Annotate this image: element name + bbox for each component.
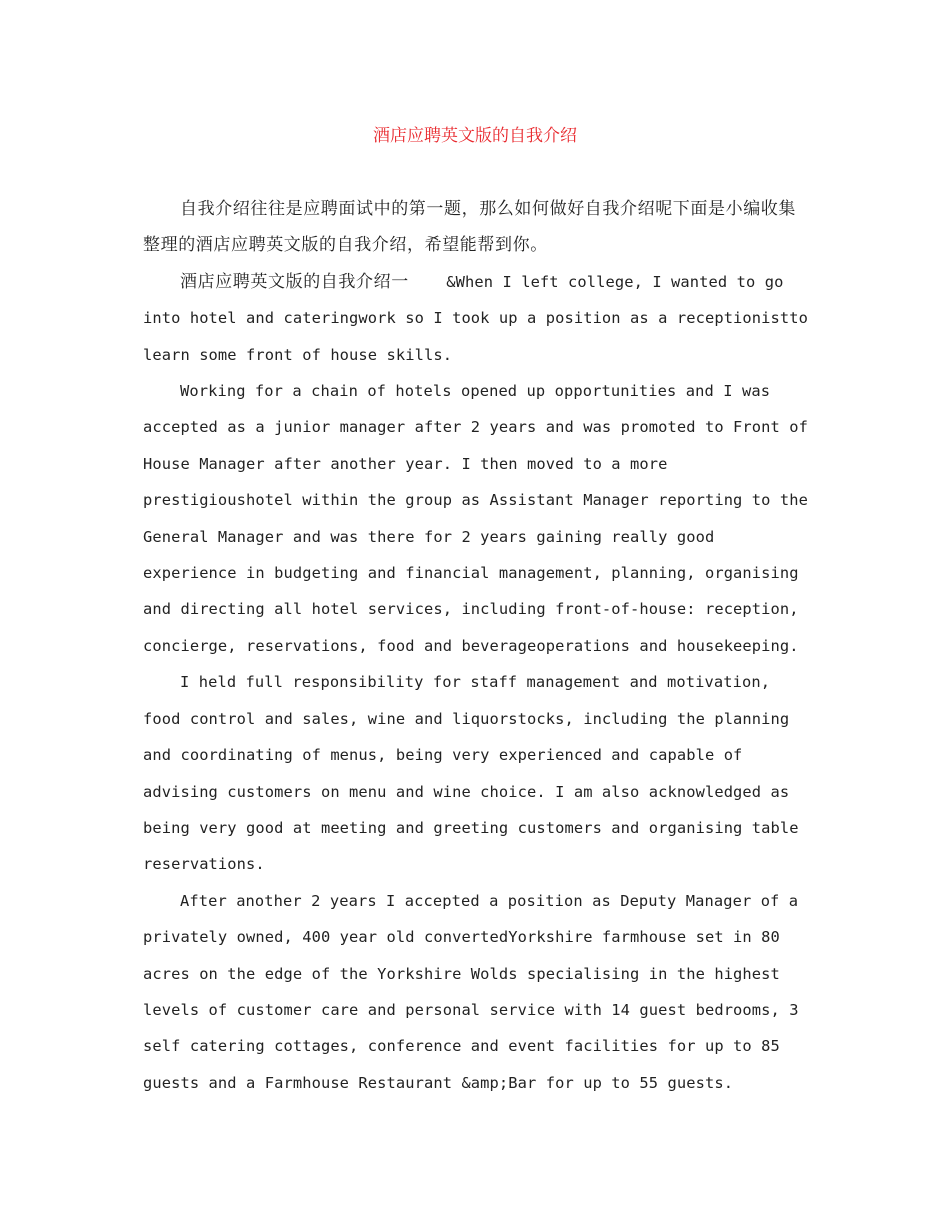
paragraph-intro [143, 191, 811, 264]
paragraph-1 [143, 264, 818, 373]
paragraph-1-zh: 酒店应聘英文版的自我介绍一 [180, 271, 409, 292]
paragraph-intro-zh: 自我介绍往往是应聘面试中的第一题，那么如何做好自我介绍呢下面是小编收集整理的酒店应聘英文版的自我介绍，希望能帮到你。 [143, 199, 796, 256]
document-body [143, 191, 818, 1101]
paragraph-3-en: I held full responsibility for staff management and motivation, food control and sales, wine and liquorstocks, including the planning and coordinating of menus, being very experienced and capable of advising customers on menu and wine choice. I am also acknowledged as being very good at meeting and greeting customers and organising table reservations. [143, 673, 799, 874]
document-title: 酒店应聘英文版的自我介绍 [373, 126, 577, 146]
paragraph-3 [143, 664, 811, 882]
paragraph-2-en: Working for a chain of hotels opened up opportunities and I was accepted as a junior manager after 2 years and was promoted to Front of House Manager after another year. I then moved to a more prestigioushotel within the group as Assistant Manager reporting to the General Manager and was there for 2 years gaining really good experience in budgeting and financial management, planning, organising and directing all hotel services, including front-of-house: reception, concierge, reservations, food and beverageoperations and housekeeping. [143, 382, 808, 655]
paragraph-4-en: After another 2 years I accepted a position as Deputy Manager of a privately owned, 400 year old convertedYorkshire farmhouse set in 80 acres on the edge of the Yorkshire Wolds specialising in the highest levels of customer care and personal service with 14 guest bedrooms, 3 self catering cottages, conference and event facilities for up to 85 guests and a Farmhouse Restaurant &amp;Bar for up to 55 guests. [143, 891, 799, 1092]
paragraph-1-en: &When I left college, I wanted to go into hotel and cateringwork so I took up a position as a receptionistto learn some front of house skills. [143, 272, 818, 364]
paragraph-4 [143, 883, 811, 1101]
paragraph-2 [143, 373, 811, 664]
